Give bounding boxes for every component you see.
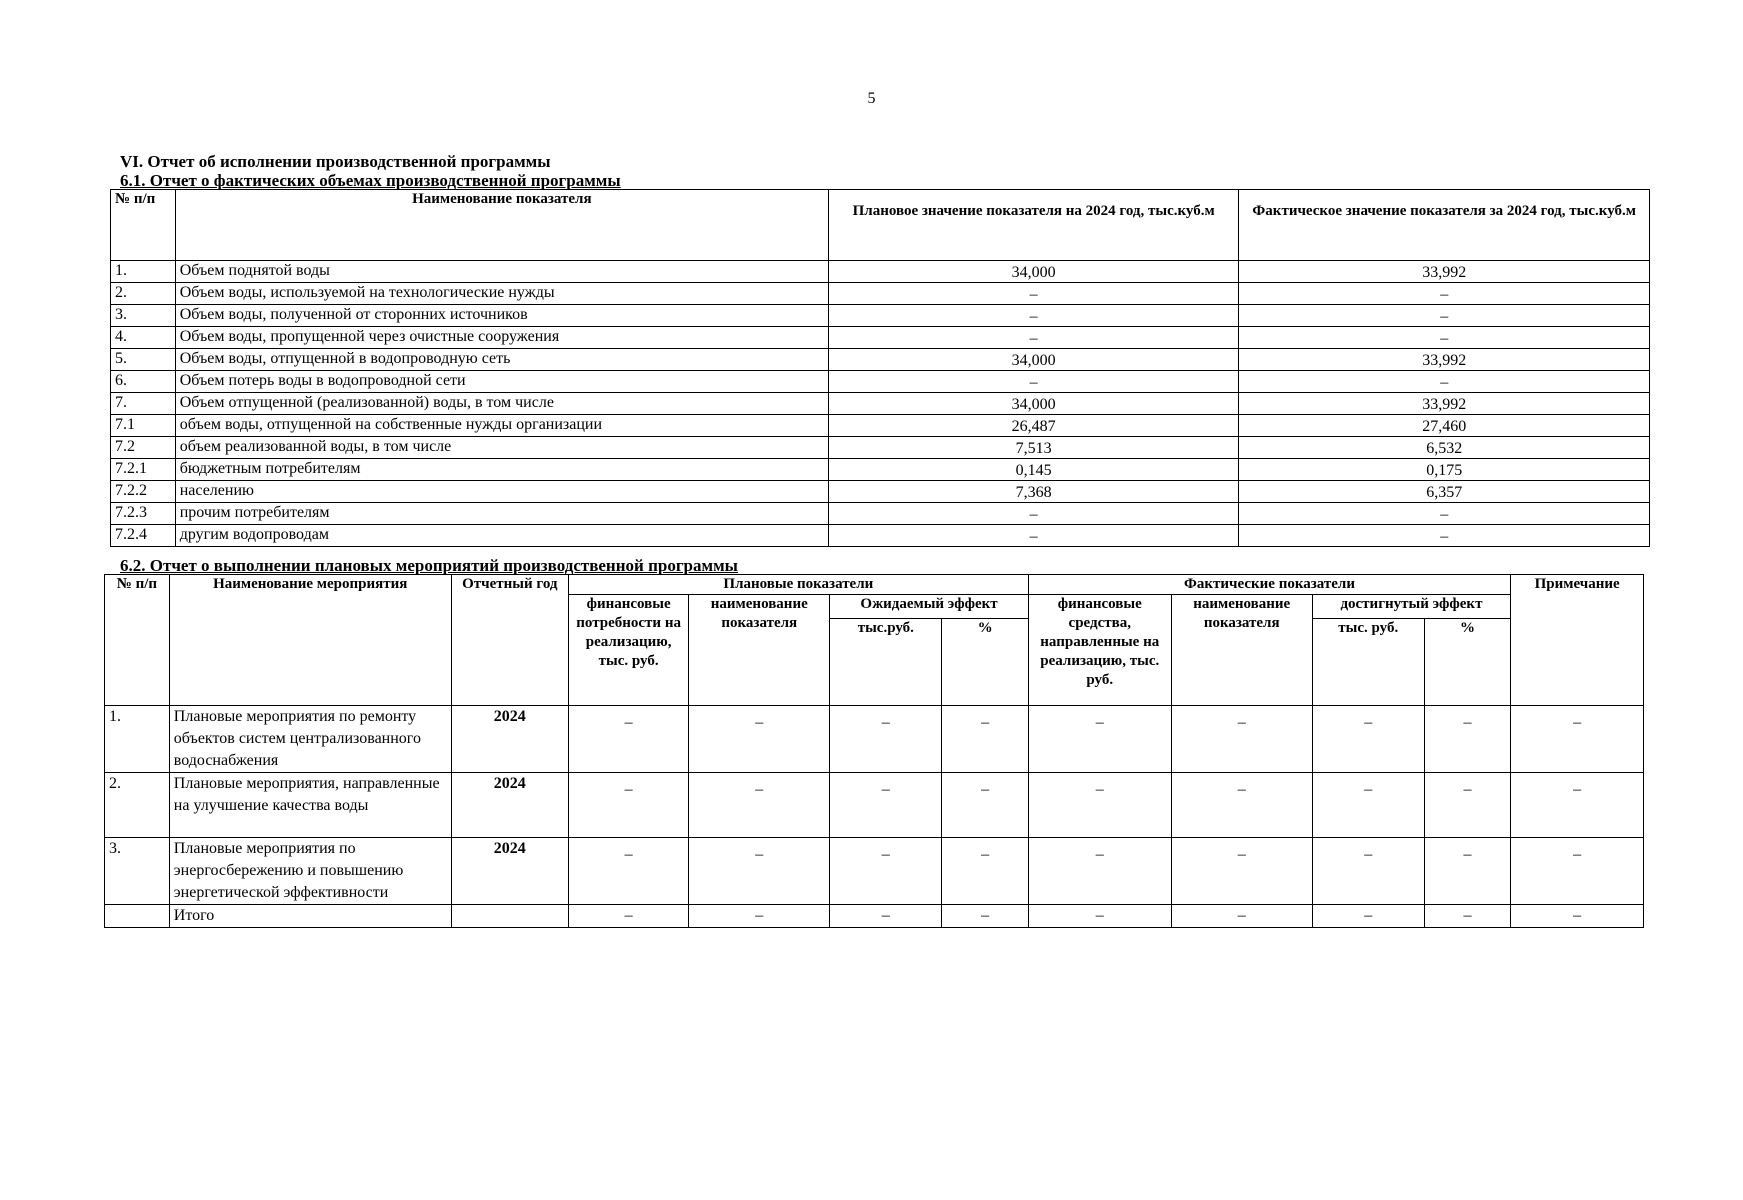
header-plan-effect: Ожидаемый эффект [830, 595, 1029, 619]
table-row [105, 706, 1644, 773]
row-report-year: 2024 [451, 838, 568, 905]
row-report-year: 2024 [451, 706, 568, 773]
planned-activities-table [104, 574, 1644, 928]
row-num: 4. [111, 327, 176, 349]
row-plan-value: – [828, 327, 1238, 349]
row-plan-indicator [689, 773, 830, 838]
row-value: – [981, 781, 990, 798]
row-note [1511, 838, 1644, 905]
row-value: – [881, 714, 890, 731]
total-plan-effect-rub: – [830, 905, 942, 928]
table-row [111, 525, 1650, 547]
row-fact-indicator [1171, 706, 1312, 773]
section-title-6-1: 6.1. Отчет о фактических объемах производственной программы [120, 171, 621, 190]
row-fact-value: – [1239, 283, 1650, 305]
row-indicator-name: другим водопроводам [175, 525, 828, 547]
total-row [105, 905, 1644, 928]
header-fact-value: Фактическое значение показателя за 2024 год, тыс.куб.м [1239, 190, 1650, 261]
row-plan-financing [568, 773, 688, 838]
row-plan-effect-rub [830, 706, 942, 773]
header-plan-effect-pct: % [942, 619, 1028, 706]
row-fact-effect-pct [1424, 706, 1510, 773]
row-num: 6. [111, 371, 176, 393]
header-note: Примечание [1511, 575, 1644, 706]
row-num: 3. [111, 305, 176, 327]
row-value: – [1095, 846, 1104, 863]
row-plan-value: – [828, 525, 1238, 547]
row-value: – [1237, 781, 1246, 798]
row-fact-effect-rub [1312, 773, 1424, 838]
table-row [111, 283, 1650, 305]
table-row [111, 415, 1650, 437]
row-plan-financing [568, 838, 688, 905]
row-value: – [981, 714, 990, 731]
production-volumes-table [110, 189, 1650, 547]
row-plan-value: 34,000 [828, 349, 1238, 371]
row-num: 5. [111, 349, 176, 371]
total-fact-effect-pct: – [1424, 905, 1510, 928]
section-title-6-2: 6.2. Отчет о выполнении плановых мероприятий производственной программы [120, 556, 738, 575]
row-plan-effect-rub [830, 838, 942, 905]
total-plan-financing: – [568, 905, 688, 928]
row-value: – [1364, 714, 1373, 731]
row-fact-value: 6,357 [1239, 481, 1650, 503]
row-num: 7.2.1 [111, 459, 176, 481]
row-num: 2. [105, 773, 170, 838]
row-plan-effect-pct [942, 706, 1028, 773]
row-value: – [1463, 781, 1472, 798]
row-value: – [1573, 781, 1582, 798]
row-num: 7.2.4 [111, 525, 176, 547]
row-fact-indicator [1171, 773, 1312, 838]
row-indicator-name: Объем воды, пропущенной через очистные сооружения [175, 327, 828, 349]
row-fact-financing [1028, 706, 1171, 773]
page-number: 5 [867, 90, 876, 107]
table-row [111, 261, 1650, 283]
row-value: – [1573, 846, 1582, 863]
table-row [111, 481, 1650, 503]
total-plan-indicator: – [689, 905, 830, 928]
row-plan-effect-pct [942, 838, 1028, 905]
total-note: – [1511, 905, 1644, 928]
row-note [1511, 773, 1644, 838]
row-report-year [451, 905, 568, 928]
table-header-row [111, 190, 1650, 261]
header-report-year: Отчетный год [451, 575, 568, 706]
row-fact-value: – [1239, 305, 1650, 327]
row-value: – [1463, 846, 1472, 863]
row-plan-value: – [828, 283, 1238, 305]
row-num: 7.1 [111, 415, 176, 437]
row-fact-financing [1028, 773, 1171, 838]
row-value: – [1573, 714, 1582, 731]
row-plan-financing [568, 706, 688, 773]
row-report-year: 2024 [451, 773, 568, 838]
row-value: – [624, 846, 633, 863]
table-row [111, 327, 1650, 349]
row-indicator-name: объем воды, отпущенной на собственные нужды организации [175, 415, 828, 437]
row-fact-value: 33,992 [1239, 349, 1650, 371]
row-fact-effect-rub [1312, 706, 1424, 773]
row-fact-effect-pct [1424, 773, 1510, 838]
table-row [111, 349, 1650, 371]
row-plan-value: 34,000 [828, 393, 1238, 415]
row-num: 7.2 [111, 437, 176, 459]
row-plan-value: 34,000 [828, 261, 1238, 283]
header-fact-group: Фактические показатели [1028, 575, 1510, 595]
row-fact-value: – [1239, 525, 1650, 547]
row-indicator-name: бюджетным потребителям [175, 459, 828, 481]
row-fact-value: – [1239, 371, 1650, 393]
row-num: 7.2.2 [111, 481, 176, 503]
row-fact-value: – [1239, 327, 1650, 349]
total-fact-effect-rub: – [1312, 905, 1424, 928]
table-row [111, 393, 1650, 415]
row-num: 2. [111, 283, 176, 305]
row-activity-name: Плановые мероприятия, направленные на улучшение качества воды [169, 773, 451, 838]
row-fact-effect-rub [1312, 838, 1424, 905]
header-indicator-name: Наименование показателя [175, 190, 828, 261]
row-plan-indicator [689, 838, 830, 905]
row-value: – [1364, 846, 1373, 863]
header-plan-effect-rub: тыс.руб. [830, 619, 942, 706]
row-indicator-name: объем реализованной воды, в том числе [175, 437, 828, 459]
row-indicator-name: Объем поднятой воды [175, 261, 828, 283]
row-plan-value: 26,487 [828, 415, 1238, 437]
table-row [105, 838, 1644, 905]
row-value: – [624, 714, 633, 731]
row-value: – [1237, 846, 1246, 863]
row-indicator-name: Объем отпущенной (реализованной) воды, в том числе [175, 393, 828, 415]
header-plan-indicator: наименование показателя [689, 595, 830, 706]
row-value: – [1364, 781, 1373, 798]
row-num: 1. [111, 261, 176, 283]
header-fact-financing: финансовые средства, направленные на реализацию, тыс. руб. [1028, 595, 1171, 706]
header-num: № п/п [111, 190, 176, 261]
row-fact-value: 6,532 [1239, 437, 1650, 459]
row-fact-value: – [1239, 503, 1650, 525]
header-fact-effect-rub: тыс. руб. [1312, 619, 1424, 706]
row-num: 7.2.3 [111, 503, 176, 525]
row-value: – [881, 781, 890, 798]
header-plan-value: Плановое значение показателя на 2024 год, тыс.куб.м [828, 190, 1238, 261]
planned-activities-body [105, 706, 1644, 928]
total-fact-financing: – [1028, 905, 1171, 928]
header-activity-name: Наименование мероприятия [169, 575, 451, 706]
row-value: – [881, 846, 890, 863]
row-indicator-name: Объем воды, полученной от сторонних источников [175, 305, 828, 327]
header-fact-indicator: наименование показателя [1171, 595, 1312, 706]
row-value: – [1237, 714, 1246, 731]
row-fact-effect-pct [1424, 838, 1510, 905]
row-value: – [755, 781, 764, 798]
row-plan-value: – [828, 305, 1238, 327]
total-label: Итого [169, 905, 451, 928]
row-value: – [1095, 714, 1104, 731]
row-fact-indicator [1171, 838, 1312, 905]
row-fact-value: 33,992 [1239, 393, 1650, 415]
row-num: 7. [111, 393, 176, 415]
row-plan-value: 0,145 [828, 459, 1238, 481]
row-num: 1. [105, 706, 170, 773]
row-plan-effect-pct [942, 773, 1028, 838]
header-plan-financing: финансовые потребности на реализацию, тыс. руб. [568, 595, 688, 706]
table-row [105, 773, 1644, 838]
row-indicator-name: Объем воды, отпущенной в водопроводную сеть [175, 349, 828, 371]
table-row [111, 371, 1650, 393]
row-activity-name: Плановые мероприятия по энергосбережению и повышению энергетической эффективности [169, 838, 451, 905]
table-row [111, 459, 1650, 481]
row-plan-value: 7,513 [828, 437, 1238, 459]
header-fact-effect-pct: % [1424, 619, 1510, 706]
section-title-vi: VI. Отчет об исполнении производственной программы [120, 152, 551, 171]
row-note [1511, 706, 1644, 773]
row-plan-value: – [828, 371, 1238, 393]
header-plan-group: Плановые показатели [568, 575, 1028, 595]
row-indicator-name: Объем воды, используемой на технологические нужды [175, 283, 828, 305]
row-plan-value: 7,368 [828, 481, 1238, 503]
total-fact-indicator: – [1171, 905, 1312, 928]
row-value: – [755, 846, 764, 863]
header-num: № п/п [105, 575, 170, 706]
table-row [111, 305, 1650, 327]
table-header-row [105, 575, 1644, 595]
row-plan-effect-rub [830, 773, 942, 838]
table-row [111, 437, 1650, 459]
row-value: – [624, 781, 633, 798]
row-num [105, 905, 170, 928]
row-fact-value: 33,992 [1239, 261, 1650, 283]
row-fact-value: 0,175 [1239, 459, 1650, 481]
total-plan-effect-pct: – [942, 905, 1028, 928]
row-indicator-name: населению [175, 481, 828, 503]
row-value: – [755, 714, 764, 731]
row-plan-indicator [689, 706, 830, 773]
row-num: 3. [105, 838, 170, 905]
row-indicator-name: прочим потребителям [175, 503, 828, 525]
row-indicator-name: Объем потерь воды в водопроводной сети [175, 371, 828, 393]
production-volumes-body [111, 261, 1650, 547]
table-row [111, 503, 1650, 525]
row-value: – [1095, 781, 1104, 798]
row-plan-value: – [828, 503, 1238, 525]
header-fact-effect: достигнутый эффект [1312, 595, 1511, 619]
row-fact-financing [1028, 838, 1171, 905]
row-fact-value: 27,460 [1239, 415, 1650, 437]
row-activity-name: Плановые мероприятия по ремонту объектов систем централизованного водоснабжения [169, 706, 451, 773]
row-value: – [981, 846, 990, 863]
row-value: – [1463, 714, 1472, 731]
